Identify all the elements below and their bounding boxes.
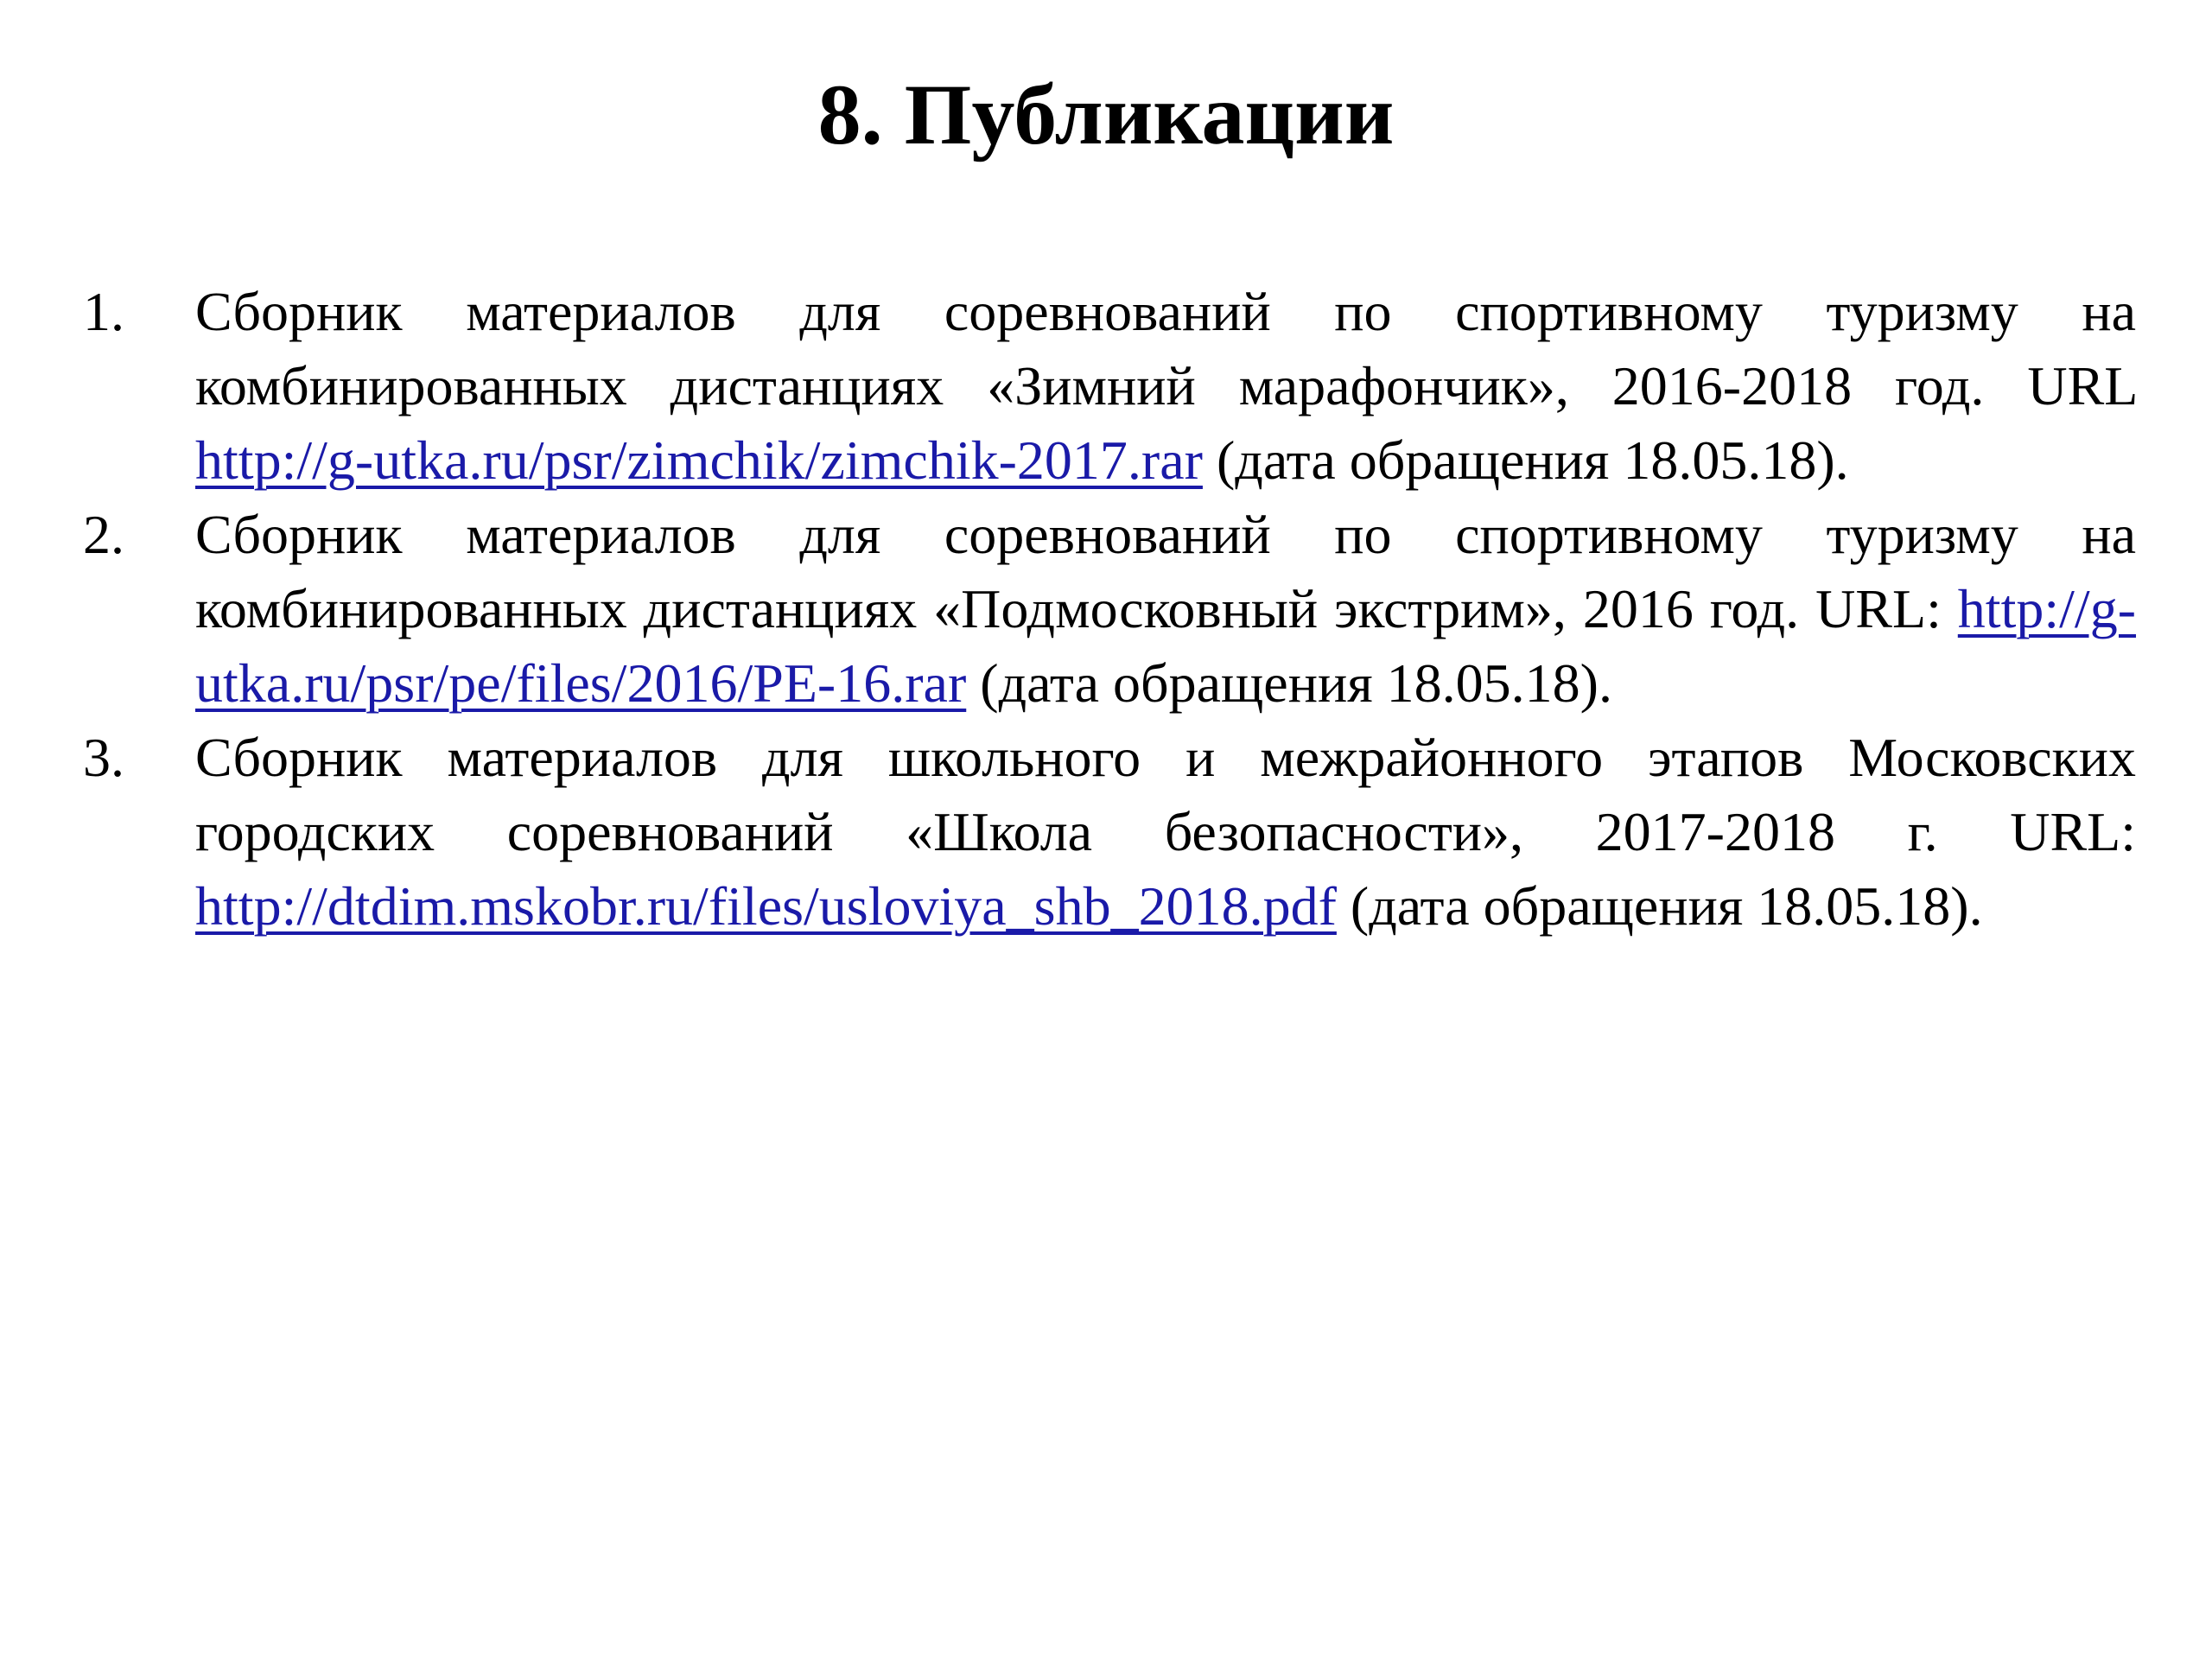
publication-number: 2. — [83, 504, 124, 565]
publication-item — [83, 498, 2136, 721]
publication-list — [83, 275, 2136, 944]
publication-item — [83, 721, 2136, 944]
publication-access-date: (дата обращения 18.05.18). — [1350, 875, 1983, 937]
publication-text: Сборник материалов для соревнований по спортивному туризму на комбинированных дистанциях «Зимний марафончик», 2016-2018 год. URL — [195, 281, 2136, 416]
publication-number: 3. — [83, 727, 124, 788]
publication-link[interactable]: http://dtdim.mskobr.ru/files/usloviya_shb_2018.pdf — [195, 875, 1337, 937]
publication-number: 1. — [83, 281, 124, 342]
publication-link[interactable]: http://g-utka.ru/psr/zimchik/zimchik-2017.rar — [195, 429, 1203, 491]
publication-item — [83, 275, 2136, 498]
publication-text: Сборник материалов для соревнований по спортивному туризму на комбинированных дистанциях «Подмосковный экстрим», 2016 год. URL: — [195, 504, 2136, 639]
publication-link[interactable]: http://g-utka.ru/psr/pe/files/2016/PE-16.rar — [195, 578, 2137, 714]
page-title: 8. Публикации — [817, 67, 1395, 162]
publication-access-date: (дата обращения 18.05.18). — [980, 652, 1612, 714]
publication-text: Сборник материалов для школьного и межрайонного этапов Московских городских соревнований «Школа безопасности», 2017-2018 г. URL: — [195, 727, 2136, 862]
publication-access-date: (дата обращения 18.05.18). — [1216, 429, 1849, 491]
